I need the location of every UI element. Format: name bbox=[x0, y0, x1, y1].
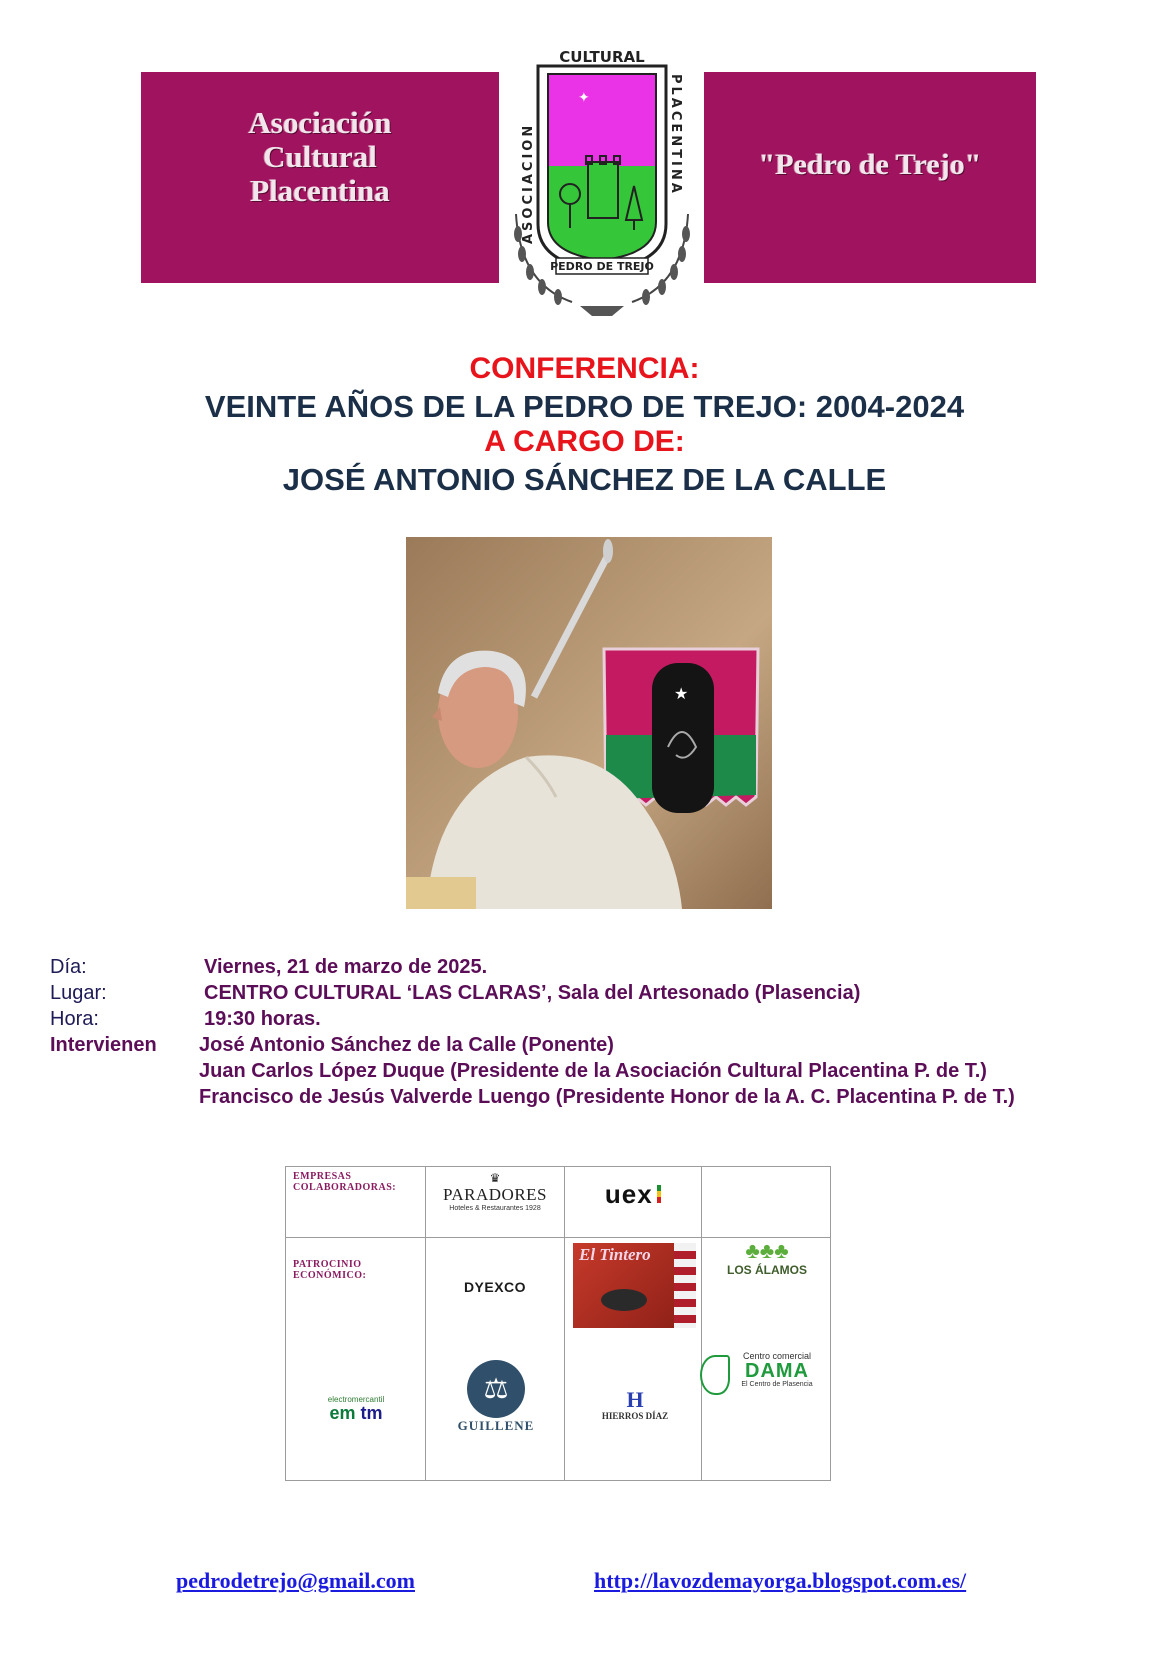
h-beam-icon: H bbox=[626, 1387, 644, 1412]
speaker-item: Juan Carlos López Duque (Presidente de la Asociación Cultural Placentina P. de T.) bbox=[199, 1060, 987, 1082]
svg-text:ASOCIACION: ASOCIACION bbox=[521, 122, 536, 244]
place-label: Lugar: bbox=[50, 982, 107, 1004]
pedro-de-trejo-name: "Pedro de Trejo" bbox=[758, 148, 982, 181]
los-alamos-logo bbox=[702, 1239, 832, 1277]
table-divider bbox=[425, 1167, 426, 1480]
tm-mark: tm bbox=[360, 1403, 383, 1423]
em-mark: em bbox=[329, 1403, 356, 1423]
electromercantil-name: electromercantil bbox=[327, 1395, 385, 1404]
by-label: A CARGO DE: bbox=[484, 425, 685, 458]
svg-text:✦: ✦ bbox=[578, 90, 590, 106]
conference-label: CONFERENCIA: bbox=[469, 352, 700, 385]
speaker-item: Francisco de Jesús Valverde Luengo (Presidente Honor de la A. C. Placentina P. de T.) bbox=[199, 1086, 1015, 1108]
electromercantil-logo bbox=[296, 1395, 416, 1422]
dyexco-logo bbox=[426, 1279, 564, 1295]
speaker-item: José Antonio Sánchez de la Calle (Ponente) bbox=[199, 1034, 614, 1056]
svg-text:PLACENTINA: PLACENTINA bbox=[668, 74, 683, 196]
book-stack-icon bbox=[674, 1243, 696, 1328]
paradores-name: PARADORES bbox=[442, 1185, 548, 1204]
speaker-photo bbox=[406, 537, 772, 909]
dama-caption: Centro comercial bbox=[742, 1351, 812, 1361]
association-banner bbox=[141, 72, 499, 283]
scales-of-justice-icon: ⚖ bbox=[467, 1360, 525, 1418]
email-link[interactable]: pedrodetrejo@gmail.com bbox=[176, 1568, 415, 1593]
caption-line: PATROCINIO bbox=[293, 1259, 362, 1270]
association-line: Placentina bbox=[250, 173, 390, 208]
dama-name: DAMA bbox=[745, 1360, 809, 1382]
trees-icon: ♣♣♣ bbox=[745, 1238, 789, 1263]
el-tintero-logo bbox=[573, 1243, 696, 1328]
uex-logo bbox=[565, 1179, 701, 1210]
paradores-logo bbox=[426, 1171, 564, 1212]
caption-line: EMPRESAS bbox=[293, 1171, 352, 1182]
svg-text:★: ★ bbox=[674, 684, 689, 703]
day-label: Día: bbox=[50, 956, 87, 978]
hierros-diaz-logo bbox=[576, 1389, 694, 1421]
speakers-label: Intervienen bbox=[50, 1034, 157, 1056]
guillene-logo bbox=[436, 1360, 556, 1434]
association-line: Cultural bbox=[263, 139, 377, 174]
svg-text:PEDRO DE TREJO: PEDRO DE TREJO bbox=[550, 260, 654, 273]
dama-subtitle: El Centro de Plasencia bbox=[741, 1381, 813, 1388]
association-line: Asociación bbox=[248, 105, 392, 140]
hierros-diaz-name: HIERROS DÍAZ bbox=[601, 1411, 669, 1421]
collaborators-caption bbox=[293, 1171, 396, 1193]
place-value: CENTRO CULTURAL ‘LAS CLARAS’, Sala del Artesonado (Plasencia) bbox=[204, 982, 861, 1004]
caption-line: COLABORADORAS: bbox=[293, 1182, 397, 1193]
speaker-name: JOSÉ ANTONIO SÁNCHEZ DE LA CALLE bbox=[282, 462, 887, 497]
association-emblem-logo bbox=[502, 44, 702, 318]
blog-link[interactable]: http://lavozdemayorga.blogspot.com.es/ bbox=[594, 1568, 967, 1593]
table-divider bbox=[701, 1167, 702, 1480]
patronage-caption bbox=[293, 1259, 366, 1281]
svg-text:CULTURAL: CULTURAL bbox=[559, 48, 645, 66]
sponsors-table bbox=[285, 1166, 831, 1481]
inkwell-icon bbox=[601, 1289, 647, 1311]
association-name bbox=[141, 106, 499, 208]
guillene-name: GUILLENE bbox=[457, 1418, 535, 1433]
time-value: 19:30 horas. bbox=[204, 1008, 321, 1030]
el-tintero-name: El Tintero bbox=[579, 1245, 651, 1264]
caption-line: ECONÓMICO: bbox=[293, 1270, 367, 1281]
conference-title: VEINTE AÑOS DE LA PEDRO DE TREJO: 2004-2024 bbox=[204, 389, 965, 424]
time-label: Hora: bbox=[50, 1008, 99, 1030]
uex-colorbar-icon bbox=[657, 1185, 661, 1203]
crown-icon: ♛ bbox=[489, 1171, 501, 1185]
dyexco-name: DYEXCO bbox=[463, 1279, 527, 1295]
paradores-subtitle: Hoteles & Restaurantes 1928 bbox=[449, 1205, 541, 1212]
uex-name: uex bbox=[604, 1179, 653, 1209]
face-profile-icon bbox=[700, 1355, 730, 1395]
pedro-de-trejo-banner bbox=[704, 72, 1036, 283]
day-value: Viernes, 21 de marzo de 2025. bbox=[204, 956, 488, 978]
table-divider bbox=[564, 1167, 565, 1480]
dama-logo bbox=[698, 1351, 832, 1388]
los-alamos-name: LOS ÁLAMOS bbox=[727, 1263, 807, 1277]
